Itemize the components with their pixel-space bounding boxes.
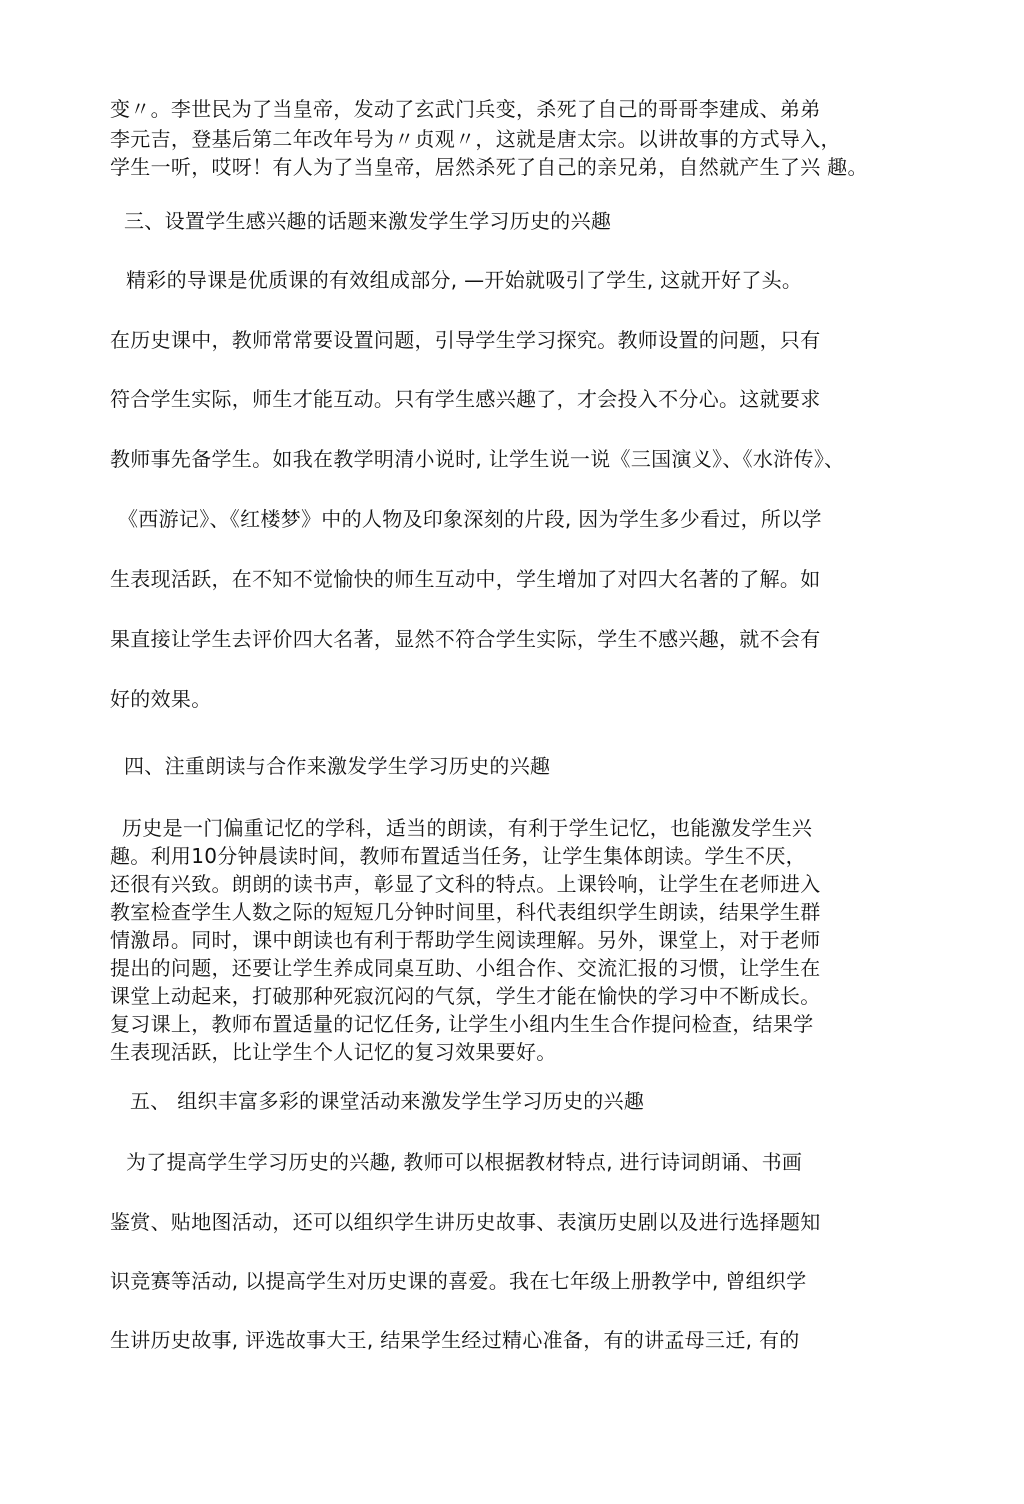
paragraph-line: 教师事先备学生。如我在教学明清小说时, 让学生说一说《三国演义》、《水浒传》、 bbox=[110, 447, 845, 471]
paragraph-line: 提出的问题，还要让学生养成同桌互助、小组合作、交流汇报的习惯，让学生在 bbox=[110, 956, 821, 980]
section-heading: 四、注重朗读与合作来激发学生学习历史的兴趣 bbox=[124, 754, 551, 778]
paragraph-line: 《西游记》、《红楼梦》中的人物及印象深刻的片段, 因为学生多少看过，所以学 bbox=[118, 507, 822, 531]
paragraph-line: 李元吉，登基后第二年改年号为〃贞观〃，这就是唐太宗。以讲故事的方式导入， bbox=[110, 127, 841, 151]
section-heading: 五、 组织丰富多彩的课堂活动来激发学生学习历史的兴趣 bbox=[130, 1089, 645, 1113]
paragraph-line: 在历史课中，教师常常要设置问题，引导学生学习探究。教师设置的问题，只有 bbox=[110, 328, 821, 352]
paragraph-line: 教室检查学生人数之际的短短几分钟时间里，科代表组织学生朗读，结果学生群 bbox=[110, 900, 821, 924]
paragraph-line: 果直接让学生去评价四大名著，显然不符合学生实际，学生不感兴趣，就不会有 bbox=[110, 627, 821, 651]
paragraph-line: 趣。利用10分钟晨读时间，教师布置适当任务，让学生集体朗读。学生不厌， bbox=[110, 844, 806, 868]
paragraph-line: 为了提高学生学习历史的兴趣, 教师可以根据教材特点, 进行诗词朗诵、书画 bbox=[126, 1150, 803, 1174]
paragraph-line: 生讲历史故事, 评选故事大王, 结果学生经过精心准备，有的讲孟母三迁, 有的 bbox=[110, 1328, 800, 1352]
paragraph-line: 生表现活跃，比让学生个人记忆的复习效果要好。 bbox=[110, 1040, 557, 1064]
paragraph-line: 课堂上动起来，打破那种死寂沉闷的气氛，学生才能在愉快的学习中不断成长。 bbox=[110, 984, 821, 1008]
paragraph-line: 还很有兴致。朗朗的读书声，彰显了文科的特点。上课铃响，让学生在老师进入 bbox=[110, 872, 821, 896]
paragraph-line: 鉴赏、贴地图活动，还可以组织学生讲历史故事、表演历史剧以及进行选择题知 bbox=[110, 1210, 821, 1234]
section-heading: 三、设置学生感兴趣的话题来激发学生学习历史的兴趣 bbox=[124, 209, 612, 233]
paragraph-line: 学生一听，哎呀！有人为了当皇帝，居然杀死了自己的亲兄弟，自然就产生了兴 趣。 bbox=[110, 155, 868, 179]
paragraph-line: 生表现活跃，在不知不觉愉快的师生互动中，学生增加了对四大名著的了解。如 bbox=[110, 567, 821, 591]
paragraph-line: 历史是一门偏重记忆的学科，适当的朗读，有利于学生记忆，也能激发学生兴 bbox=[122, 816, 813, 840]
paragraph-line: 情激昂。同时，课中朗读也有利于帮助学生阅读理解。另外，课堂上，对于老师 bbox=[110, 928, 821, 952]
paragraph-line: 复习课上，教师布置适量的记忆任务, 让学生小组内生生合作提问检查，结果学 bbox=[110, 1012, 814, 1036]
paragraph-line: 好的效果。 bbox=[110, 687, 212, 711]
paragraph-line: 符合学生实际，师生才能互动。只有学生感兴趣了，才会投入不分心。这就要求 bbox=[110, 387, 821, 411]
paragraph-line: 变〃。李世民为了当皇帝，发动了玄武门兵变，杀死了自己的哥哥李建成、弟弟 bbox=[110, 97, 821, 121]
paragraph-line: 识竞赛等活动, 以提高学生对历史课的喜爱。我在七年级上册教学中, 曾组织学 bbox=[110, 1269, 807, 1293]
paragraph-line: 精彩的导课是优质课的有效组成部分, —开始就吸引了学生, 这就开好了头。 bbox=[126, 268, 803, 292]
